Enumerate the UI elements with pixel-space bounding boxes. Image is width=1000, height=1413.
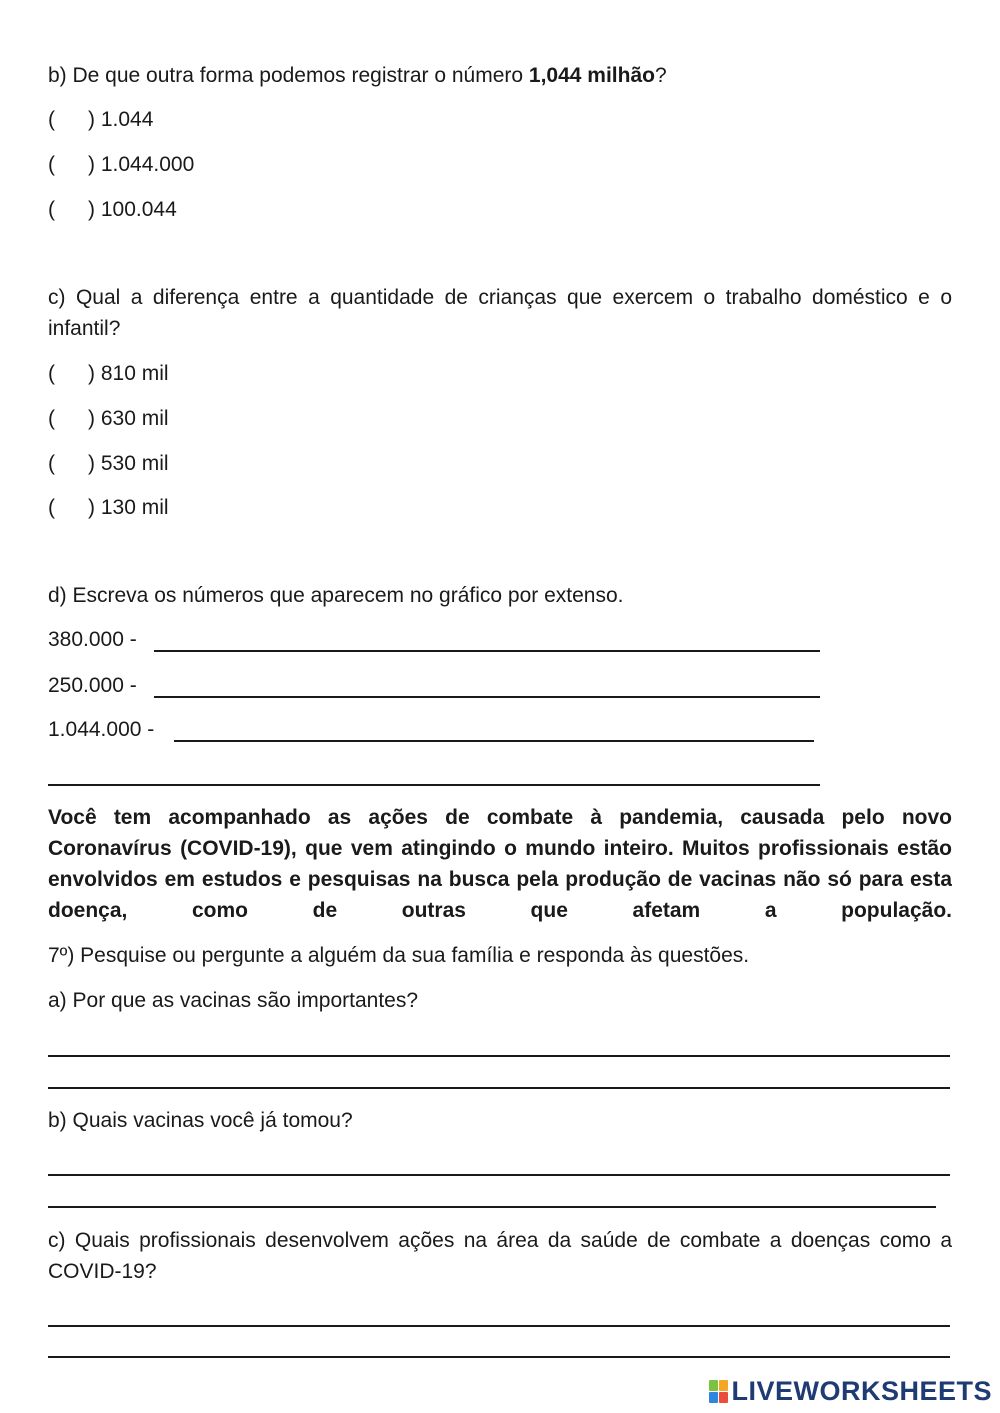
option-label: 130 mil: [100, 496, 169, 519]
answer-line[interactable]: [48, 1087, 950, 1089]
question-b-suffix: ?: [654, 64, 667, 87]
answer-line[interactable]: [174, 740, 814, 742]
question-b-bold-number: 1,044 milhão: [528, 64, 655, 87]
option-label: 1.044.000: [100, 153, 195, 176]
option-label: 100.044: [100, 198, 177, 221]
option-b-1[interactable]: ( ) 1.044: [48, 108, 154, 131]
brand-name: LIVEWORKSHEETS: [731, 1376, 992, 1406]
option-checkbox[interactable]: (: [48, 407, 55, 430]
answer-line[interactable]: [48, 784, 820, 786]
option-checkbox[interactable]: (: [48, 153, 55, 176]
option-c-2[interactable]: ( ) 630 mil: [48, 407, 169, 430]
number-label-1: 380.000 -: [48, 628, 137, 651]
option-label: 630 mil: [100, 407, 169, 430]
answer-line[interactable]: [154, 696, 820, 698]
option-checkbox[interactable]: (: [48, 496, 55, 519]
option-b-3[interactable]: ( ) 100.044: [48, 198, 177, 221]
liveworksheets-logo: [709, 1376, 992, 1407]
option-c-3[interactable]: ( ) 530 mil: [48, 452, 169, 475]
question-7c: c) Quais profissionais desenvolvem ações na área da saúde de combate a doenças como a COVID-19?: [48, 1229, 952, 1283]
option-b-2[interactable]: ( ) 1.044.000: [48, 153, 195, 176]
answer-line[interactable]: [48, 1174, 950, 1176]
pandemic-intro: Você tem acompanhado as ações de combate à pandemia, causada pelo novo Coronavírus (COVID-19), que vem atingindo o mundo inteiro. Muitos profissionais estão envolvidos em estudos e pesquisas na busca pela produção de vacinas não só para esta doença, como de outras que afetam a população.: [48, 806, 952, 922]
option-checkbox[interactable]: (: [48, 198, 55, 221]
liveworksheets-logo-icon: [709, 1380, 728, 1403]
option-checkbox[interactable]: (: [48, 108, 55, 131]
option-checkbox[interactable]: (: [48, 452, 55, 475]
question-7-title: 7º) Pesquise ou pergunte a alguém da sua família e responda às questões.: [48, 944, 750, 967]
option-c-1[interactable]: ( ) 810 mil: [48, 362, 169, 385]
answer-line[interactable]: [48, 1055, 950, 1057]
answer-line[interactable]: [48, 1325, 950, 1327]
question-7b: b) Quais vacinas você já tomou?: [48, 1109, 353, 1132]
option-label: 1.044: [100, 108, 154, 131]
number-label-2: 250.000 -: [48, 674, 137, 697]
number-label-3: 1.044.000 -: [48, 718, 155, 741]
question-d: d) Escreva os números que aparecem no gráfico por extenso.: [48, 584, 624, 607]
answer-line[interactable]: [48, 1206, 936, 1208]
option-label: 530 mil: [100, 452, 169, 475]
option-label: 810 mil: [100, 362, 169, 385]
question-b: [48, 63, 667, 89]
question-b-text: b) De que outra forma podemos registrar o número: [48, 64, 529, 87]
answer-line[interactable]: [154, 650, 820, 652]
question-c: c) Qual a diferença entre a quantidade de crianças que exercem o trabalho doméstico e o infantil?: [48, 286, 952, 340]
option-c-4[interactable]: ( ) 130 mil: [48, 496, 169, 519]
answer-line[interactable]: [48, 1356, 950, 1358]
option-checkbox[interactable]: (: [48, 362, 55, 385]
question-7a: a) Por que as vacinas são importantes?: [48, 989, 419, 1012]
